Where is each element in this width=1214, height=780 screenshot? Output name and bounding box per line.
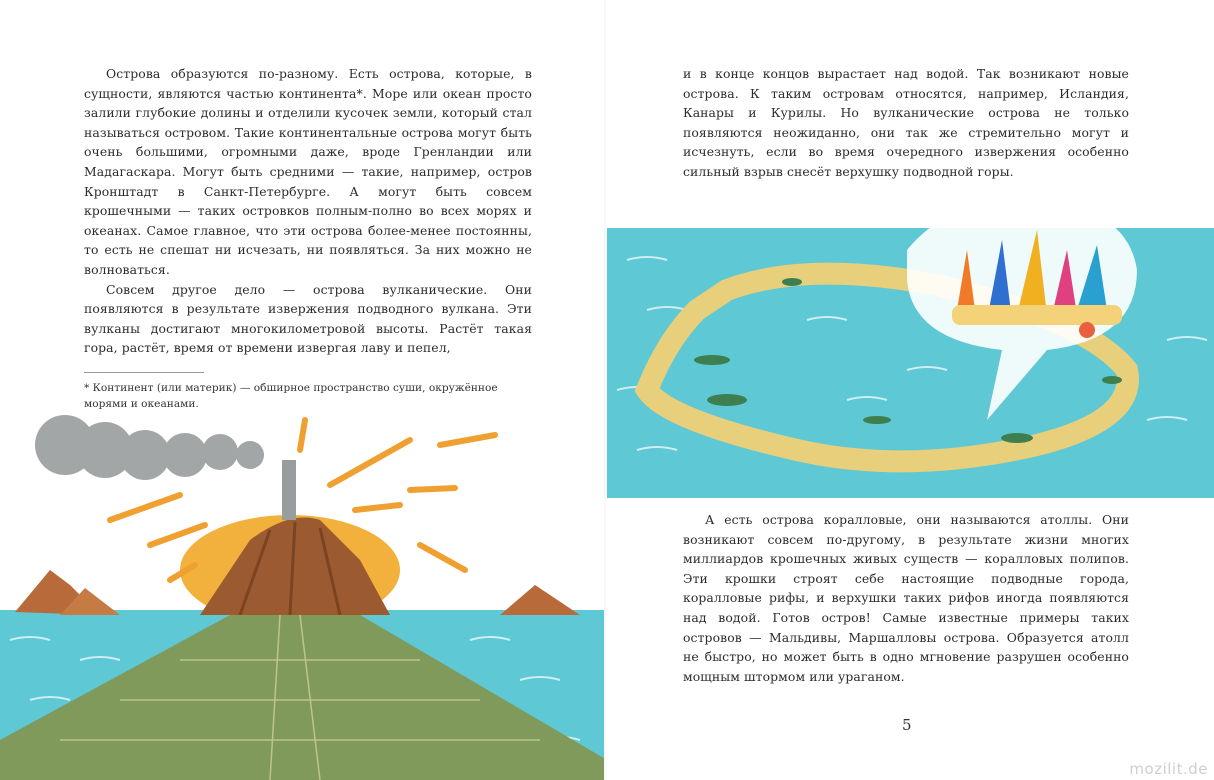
volcano-illustration (0, 400, 607, 780)
footnote: * Континент (или материк) — обширное пространство суши, окружённое морями и океанами. (84, 382, 498, 410)
paragraph-continental-islands: Острова образуются по-разному. Есть острова, которые, в сущности, являются частью континента*. Море или океан просто залили глубокие долины и отделили кусочек земли, который стал называться островом. Такие континентальные острова могут быть очень большими, огромными даже, вроде Гренландии или Мадагаскара. Могут быть средними — такие, например, остров Кронштадт в Санкт-Петербурге. А могут быть совсем крошечными — таких островков полным-полно во всех морях и океанах. Самое главное, что эти острова более-менее постоянны, то есть не спешат ни исчезать, ни появляться. За них можно не волноваться. (84, 66, 532, 277)
page-number: 5 (902, 716, 912, 734)
watermark: mozilit.de (1129, 760, 1208, 778)
left-page-text (84, 64, 532, 358)
paragraph-volcanic-continued: и в конце концов вырастает над водой. Так возникают новые острова. К таким островам относятся, например, Исландия, Канары и Курилы. Но вулканические острова не только появляются неожиданно, они так же стремительно могут и исчезнуть, если во время очередного извержения особенно сильный взрыв снесёт верхушку подводной горы. (683, 66, 1129, 179)
footnote-divider (84, 372, 204, 373)
distant-island-right (500, 585, 580, 615)
atoll-illustration (607, 190, 1214, 500)
paragraph-volcanic-islands: Совсем другое дело — острова вулканические. Они появляются в результате извержения подводного вулкана. Эти вулканы достигают многокилометровой высоты. Растёт такая гора, растёт, время от времени извергая лаву и пепел, (84, 281, 532, 356)
right-page-top-text (683, 64, 1129, 182)
paragraph-coral-islands: А есть острова коралловые, они называются атоллы. Они возникают совсем по-другому, в результате жизни многих миллиардов крошечных живых существ — коралловых полипов. Эти крошки строят себе настоящие подводные города, коралловые рифы, и верхушки таких рифов иногда появляются над водой. Готов остров! Самые известные примеры таких островов — Мальдивы, Маршалловы острова. Образуется атолл не быстро, но может быть в одно мгновение разрушен особенно мощным штормом или ураганом. (683, 512, 1129, 684)
smoke-plume (35, 415, 296, 520)
right-page-bottom-text (683, 510, 1129, 686)
right-page (607, 0, 1214, 780)
